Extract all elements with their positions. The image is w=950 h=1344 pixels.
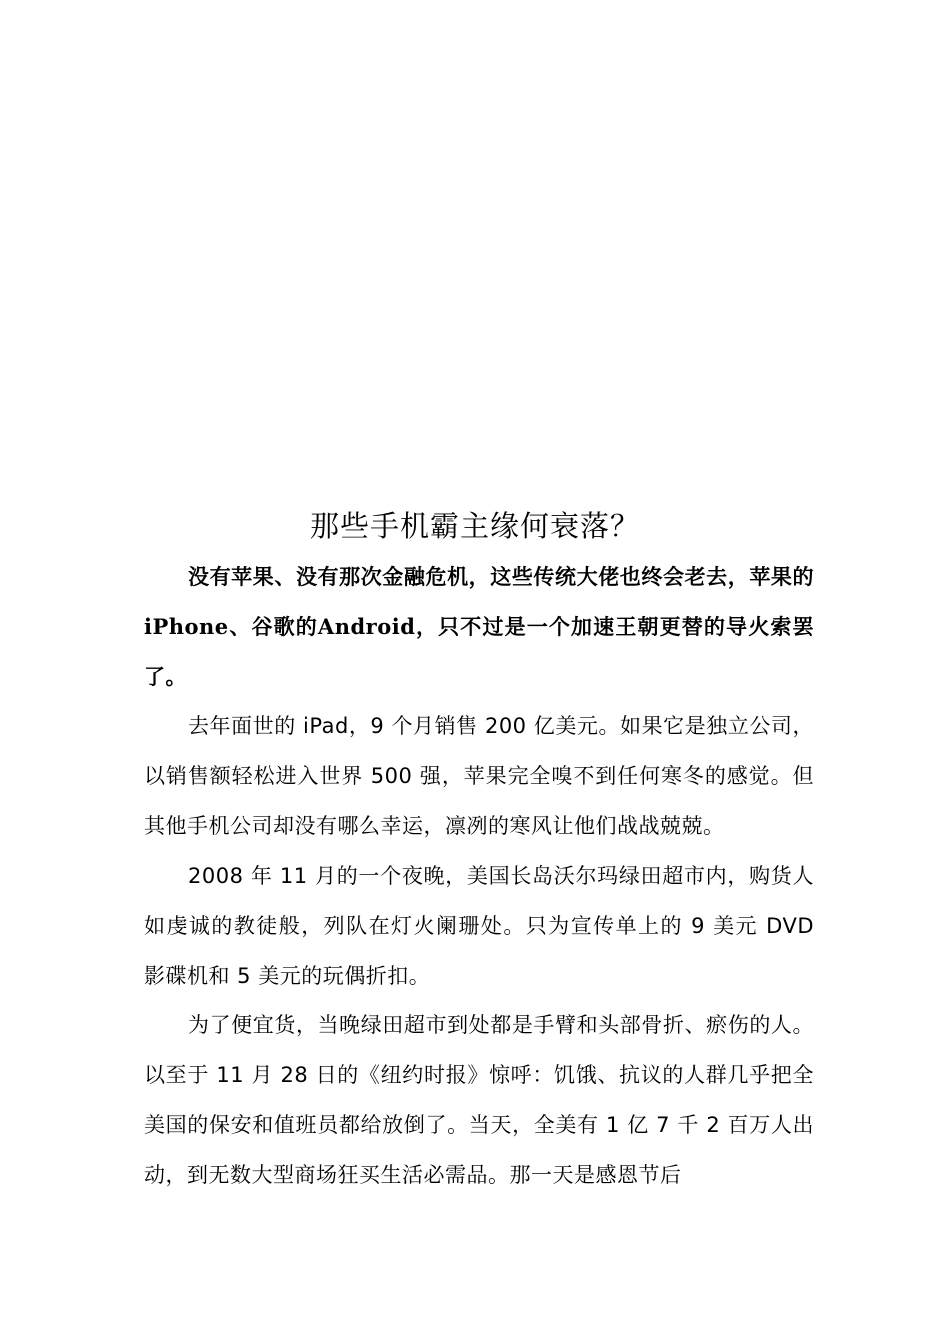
paragraph-3: 2008 年 11 月的一个夜晚，美国长岛沃尔玛绿田超市内，购货人如虔诚的教徒般，列队在灯火阑珊处。只为宣传单上的 9 美元 DVD 影碟机和 5 美元的玩偶折扣。 xyxy=(144,864,814,988)
article-title: 那些手机霸主缘何衰落？ xyxy=(309,509,640,543)
paragraph-1: 没有苹果、没有那次金融危机，这些传统大佬也终会老去，苹果的iPhone、谷歌的Android，只不过是一个加速王朝更替的导火索罢了。 xyxy=(144,564,814,689)
paragraph-4: 为了便宜货，当晚绿田超市到处都是手臂和头部骨折、瘀伤的人。以至于 11 月 28 日的《纽约时报》惊呼：饥饿、抗议的人群几乎把全美国的保安和值班员都给放倒了。当天，全美有 1 亿 7 千 2 百万人出动，到无数大型商场狂买生活必需品。那一天是感恩节后 xyxy=(144,1013,814,1187)
paragraph-2: 去年面世的 iPad，9 个月销售 200 亿美元。如果它是独立公司，以销售额轻松进入世界 500 强，苹果完全嗅不到任何寒冬的感觉。但其他手机公司却没有哪么幸运，凛冽的寒风让他们战战兢兢。 xyxy=(144,714,814,838)
